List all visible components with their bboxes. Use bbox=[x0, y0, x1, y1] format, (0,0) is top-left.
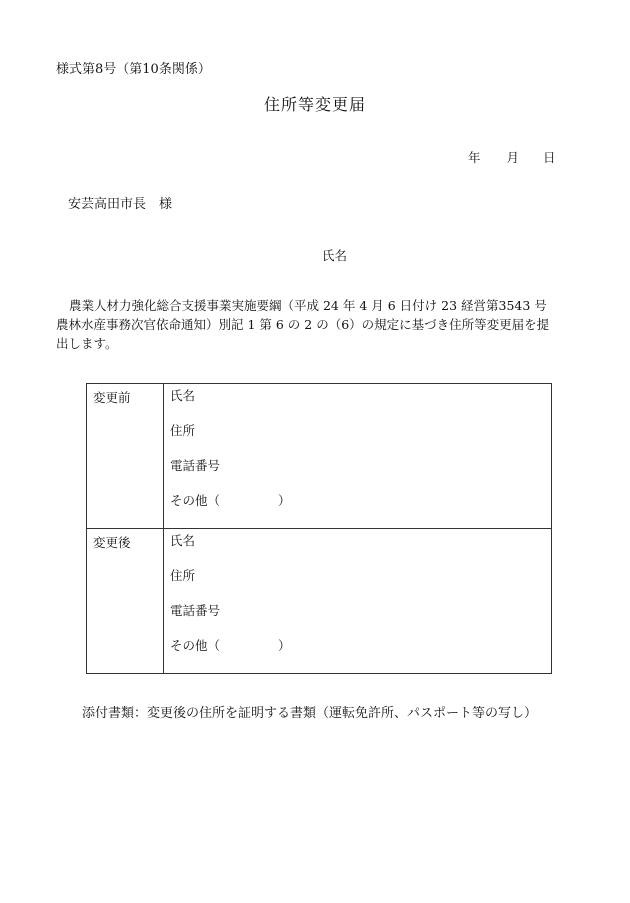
document-title: 住所等変更届 bbox=[263, 95, 366, 114]
before-address-field: 住所 bbox=[170, 423, 196, 438]
after-row bbox=[87, 529, 552, 674]
before-other-label: その他 bbox=[170, 493, 208, 508]
before-other-close-paren: ） bbox=[278, 493, 291, 508]
after-other-open-paren: （ bbox=[207, 638, 221, 653]
after-other-label: その他 bbox=[170, 638, 208, 653]
before-fields bbox=[164, 384, 552, 529]
body-line: 農業人材力強化総合支援事業実施要綱（平成 24 年 4 月 6 日付け 23 経営第3543 号 bbox=[69, 298, 547, 313]
date-year-label: 年 bbox=[468, 150, 481, 165]
body-line: 農林水産事務次官依命通知）別記 1 第 6 の 2 の（6）の規定に基づき住所等変更届を提 bbox=[56, 317, 550, 332]
change-table bbox=[86, 383, 552, 674]
after-label: 変更後 bbox=[87, 529, 164, 674]
body-paragraph bbox=[56, 296, 562, 353]
before-phone-field: 電話番号 bbox=[170, 458, 221, 473]
before-name-field: 氏名 bbox=[170, 388, 196, 403]
after-other-close-paren: ） bbox=[278, 638, 291, 653]
addressee: 安芸高田市長 様 bbox=[68, 197, 173, 212]
date-month-label: 月 bbox=[506, 150, 520, 165]
date-day-label: 日 bbox=[543, 150, 556, 165]
applicant-name-label: 氏名 bbox=[322, 248, 348, 263]
after-fields bbox=[164, 529, 552, 674]
after-phone-field: 電話番号 bbox=[170, 603, 221, 618]
form-number: 様式第8号（第10条関係） bbox=[56, 62, 211, 77]
after-address-field: 住所 bbox=[170, 568, 196, 583]
date-line bbox=[468, 148, 556, 166]
before-other-open-paren: （ bbox=[207, 493, 221, 508]
after-other-field bbox=[170, 638, 551, 673]
attachment-note: 添付書類：変更後の住所を証明する書類（運転免許所、パスポート等の写し） bbox=[82, 706, 538, 721]
body-line: 出します。 bbox=[56, 336, 118, 351]
before-row bbox=[87, 384, 552, 529]
after-name-field: 氏名 bbox=[170, 533, 196, 548]
before-label: 変更前 bbox=[87, 384, 164, 529]
before-other-field bbox=[170, 493, 551, 528]
